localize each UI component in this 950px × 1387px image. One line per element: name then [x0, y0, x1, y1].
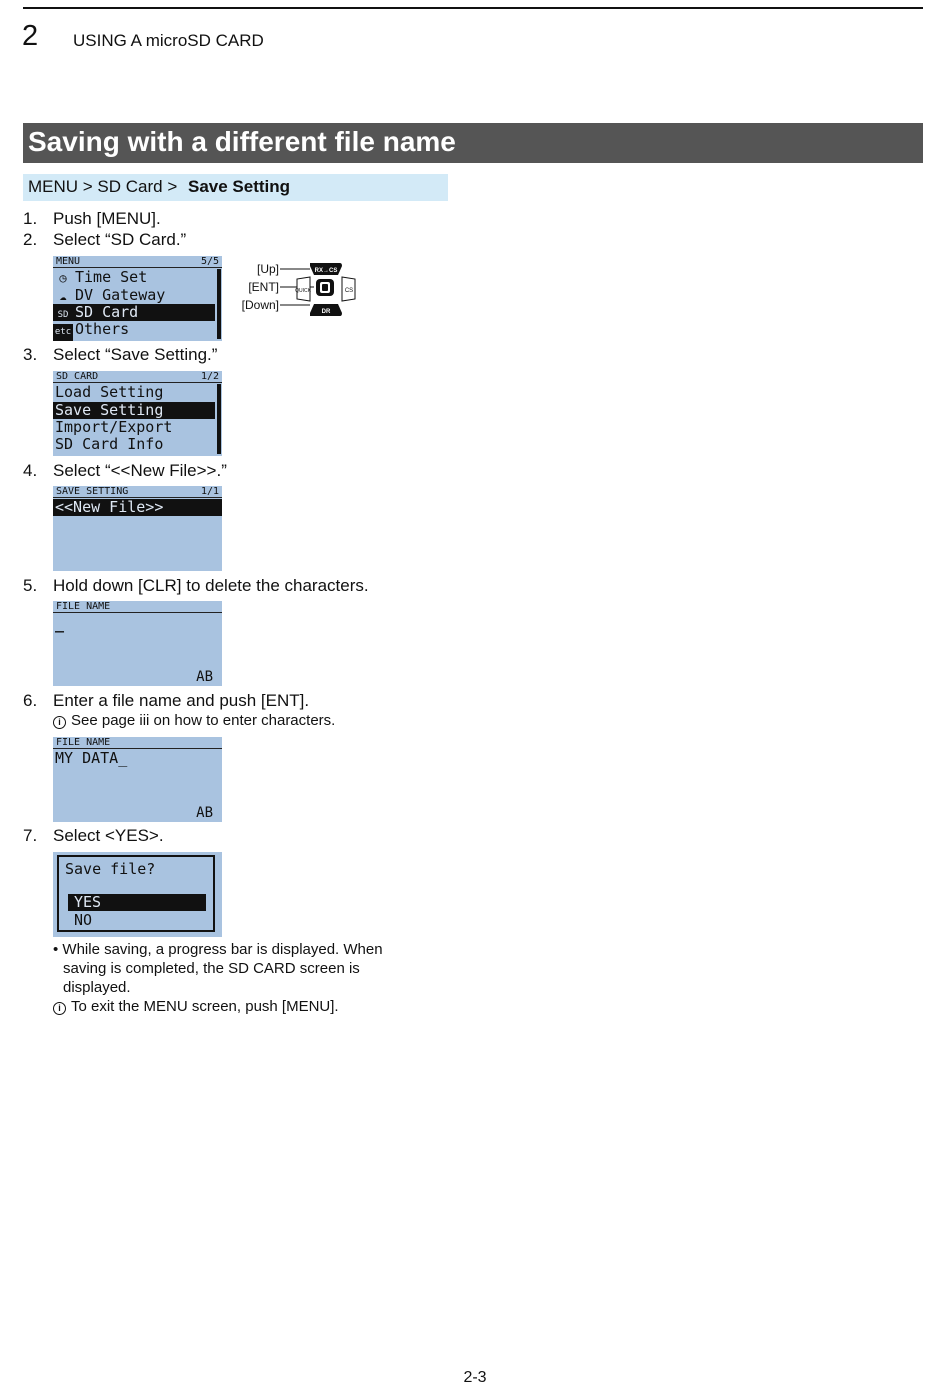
step-6-note: i See page iii on how to enter characters.: [53, 711, 335, 730]
lcd-menu-item: ◷ Time Set: [53, 269, 215, 286]
exit-note: i To exit the MENU screen, push [MENU].: [53, 997, 339, 1016]
lcd-input-mode: AB: [196, 805, 213, 821]
lcd-menu-item: etc Others: [53, 321, 215, 338]
key-label-up: [Up]: [256, 262, 279, 276]
sd-icon: SD: [57, 310, 69, 320]
lcd-confirm-screen: [53, 852, 222, 937]
key-label-ent: [ENT]: [248, 280, 279, 294]
lcd-scrollbar: [217, 384, 221, 454]
svg-text:QUICK: QUICK: [295, 288, 311, 294]
step-5-text: Hold down [CLR] to delete the characters.: [53, 576, 369, 595]
cloud-icon: ☁: [59, 289, 67, 303]
lcd-title: SAVE SETTING: [56, 486, 129, 497]
step-5-number: 5.: [23, 576, 38, 595]
lcd-menu-item-selected: SD SD Card: [53, 304, 215, 321]
lcd-input-mode: AB: [196, 669, 213, 685]
lcd-scrollbar: [217, 269, 221, 339]
step-1-number: 1.: [23, 209, 38, 228]
dialog-question: Save file?: [65, 860, 156, 878]
section-title: Saving with a different file name: [28, 126, 456, 157]
step-3-number: 3.: [23, 345, 38, 364]
lcd-file-name-value: MY DATA_: [55, 749, 128, 767]
step-4-text: Select “<<New File>>.”: [53, 461, 227, 480]
step-3-text: Select “Save Setting.”: [53, 345, 218, 364]
svg-text:RX→CS: RX→CS: [314, 268, 338, 274]
info-icon: i: [53, 716, 66, 729]
lcd-title: FILE NAME: [56, 737, 111, 748]
clock-icon: ◷: [59, 271, 67, 285]
step-6-text: Enter a file name and push [ENT].: [53, 691, 310, 710]
saving-note-line-3: displayed.: [63, 979, 131, 996]
lcd-header: [53, 371, 222, 383]
dialog-no-option: NO: [74, 911, 93, 929]
svg-text:CS: CS: [344, 288, 354, 294]
lcd-header: [53, 256, 222, 268]
lcd-file-name-filled-screen: [53, 737, 222, 822]
lcd-title: MENU: [56, 256, 81, 267]
lcd-header: [53, 601, 222, 613]
lcd-page: 1/2: [200, 371, 219, 382]
keypad-diagram: [280, 258, 360, 320]
step-7-number: 7.: [23, 826, 38, 845]
lcd-list-item: Import/Export: [55, 418, 173, 436]
lcd-list-item: SD Card Info: [55, 435, 164, 453]
page-number: 2-3: [463, 1369, 487, 1386]
info-icon: i: [53, 1002, 66, 1015]
lcd-cursor: _: [55, 615, 65, 633]
lcd-save-setting-screen: [53, 486, 222, 571]
lcd-list-item-selected: <<New File>>: [53, 499, 222, 516]
confirm-dialog: [57, 855, 215, 932]
lcd-list-item: Load Setting: [55, 383, 164, 401]
lcd-list-item-selected: Save Setting: [53, 402, 215, 419]
lcd-file-name-empty-screen: [53, 601, 222, 686]
lcd-title: FILE NAME: [56, 601, 111, 612]
step-1-text: Push [MENU].: [53, 209, 161, 228]
step-4-number: 4.: [23, 461, 38, 480]
saving-note-line-1: • While saving, a progress bar is displayed. When: [53, 941, 383, 958]
lcd-page: 1/1: [200, 486, 219, 497]
step-7-text: Select <YES>.: [53, 826, 164, 845]
lcd-menu-item: ☁ DV Gateway: [53, 287, 215, 304]
saving-note-line-2: saving is completed, the SD CARD screen is: [63, 960, 360, 977]
lcd-page: 5/5: [200, 256, 219, 267]
lcd-sd-card-screen: [53, 371, 222, 456]
chapter-number: 2: [22, 20, 39, 52]
menu-path-prefix: MENU > SD Card >: [28, 177, 178, 196]
step-2-number: 2.: [23, 230, 38, 249]
dialog-yes-option: YES: [68, 894, 206, 911]
svg-text:DR: DR: [321, 309, 331, 315]
chapter-title: USING A microSD CARD: [73, 31, 264, 50]
top-rule: [23, 7, 923, 9]
step-6-number: 6.: [23, 691, 38, 710]
lcd-title: SD CARD: [56, 371, 99, 382]
menu-path-target: Save Setting: [188, 177, 291, 196]
etc-icon: etc: [53, 324, 73, 341]
lcd-header: [53, 486, 222, 498]
key-label-down: [Down]: [241, 298, 279, 312]
menu-path: [23, 174, 448, 201]
step-2-text: Select “SD Card.”: [53, 230, 187, 249]
lcd-menu-screen: [53, 256, 222, 341]
lcd-header: [53, 737, 222, 749]
